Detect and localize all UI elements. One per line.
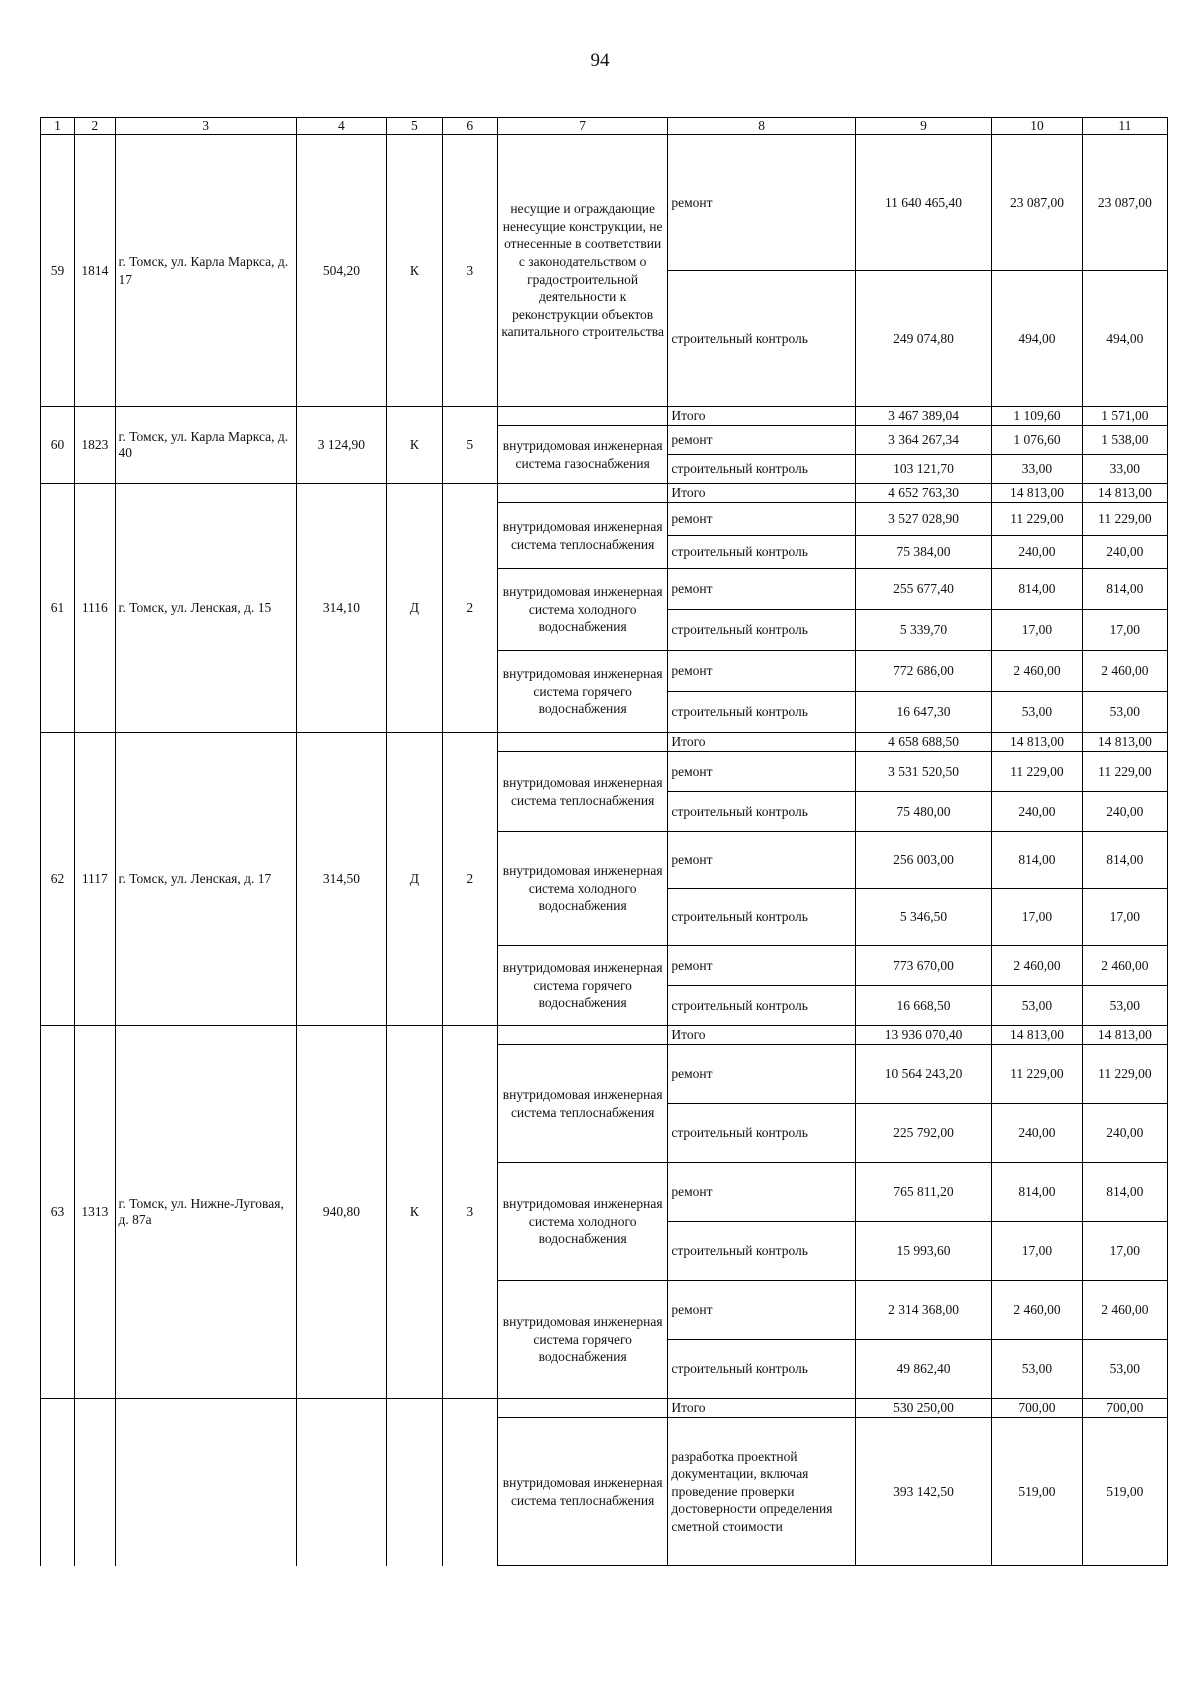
cost-limit: 17,00 bbox=[1082, 889, 1167, 946]
itogo-per-sqm: 14 813,00 bbox=[992, 1026, 1083, 1045]
house-area-empty bbox=[296, 1399, 387, 1566]
work-type: строительный контроль bbox=[668, 455, 855, 484]
work-type: строительный контроль bbox=[668, 1104, 855, 1163]
floor-count: 2 bbox=[442, 484, 497, 733]
system-name-empty bbox=[497, 484, 667, 503]
house-code: 1814 bbox=[75, 135, 115, 407]
cost-total: 393 142,50 bbox=[855, 1418, 991, 1566]
house-address: г. Томск, ул. Карла Маркса, д. 17 bbox=[115, 135, 296, 407]
itogo-label: Итого bbox=[668, 407, 855, 426]
cost-total: 16 668,50 bbox=[855, 986, 991, 1026]
cost-limit: 814,00 bbox=[1082, 1163, 1167, 1222]
work-type: ремонт bbox=[668, 1045, 855, 1104]
cost-total: 765 811,20 bbox=[855, 1163, 991, 1222]
cost-limit: 814,00 bbox=[1082, 569, 1167, 610]
wall-material: К bbox=[387, 135, 442, 407]
cost-limit: 814,00 bbox=[1082, 832, 1167, 889]
table-row bbox=[41, 733, 1168, 752]
cost-limit: 11 229,00 bbox=[1082, 503, 1167, 536]
wall-material: К bbox=[387, 1026, 442, 1399]
house-code: 1823 bbox=[75, 407, 115, 484]
work-type: ремонт bbox=[668, 832, 855, 889]
itogo-per-sqm: 14 813,00 bbox=[992, 484, 1083, 503]
cost-limit: 17,00 bbox=[1082, 1222, 1167, 1281]
cost-limit: 2 460,00 bbox=[1082, 651, 1167, 692]
cost-total: 15 993,60 bbox=[855, 1222, 991, 1281]
cost-total: 49 862,40 bbox=[855, 1340, 991, 1399]
wall-material: К bbox=[387, 407, 442, 484]
system-name: внутридомовая инженерная система горячего водоснабжения bbox=[497, 1281, 667, 1399]
work-type: ремонт bbox=[668, 426, 855, 455]
cost-per-sqm: 814,00 bbox=[992, 569, 1083, 610]
itogo-limit: 14 813,00 bbox=[1082, 484, 1167, 503]
cost-per-sqm: 814,00 bbox=[992, 1163, 1083, 1222]
capital-repair-table bbox=[40, 117, 1168, 1566]
itogo-total: 3 467 389,04 bbox=[855, 407, 991, 426]
column-header: 3 bbox=[115, 118, 296, 135]
system-name: внутридомовая инженерная система горячего водоснабжения bbox=[497, 946, 667, 1026]
column-header: 11 bbox=[1082, 118, 1167, 135]
row-number: 62 bbox=[41, 733, 75, 1026]
house-address: г. Томск, ул. Ленская, д. 15 bbox=[115, 484, 296, 733]
work-type: ремонт bbox=[668, 1281, 855, 1340]
itogo-label: Итого bbox=[668, 1399, 855, 1418]
work-type: ремонт bbox=[668, 1163, 855, 1222]
floor-count: 2 bbox=[442, 733, 497, 1026]
cost-total: 3 531 520,50 bbox=[855, 752, 991, 792]
system-name: внутридомовая инженерная система холодного водоснабжения bbox=[497, 1163, 667, 1281]
page-number: 94 bbox=[590, 50, 610, 71]
column-number-row bbox=[41, 118, 1168, 135]
cost-limit: 17,00 bbox=[1082, 610, 1167, 651]
work-type: строительный контроль bbox=[668, 792, 855, 832]
house-area: 504,20 bbox=[296, 135, 387, 407]
itogo-per-sqm: 1 109,60 bbox=[992, 407, 1083, 426]
system-name-empty bbox=[497, 1399, 667, 1418]
floor-count: 3 bbox=[442, 135, 497, 407]
cost-per-sqm: 240,00 bbox=[992, 536, 1083, 569]
cost-per-sqm: 1 076,60 bbox=[992, 426, 1083, 455]
system-name: несущие и ограждающие ненесущие конструкции, не отнесенные в соответствии с законодательством о градостроительной деятельности к реконструкции объектов капитального строительства bbox=[497, 135, 667, 407]
cost-limit: 1 538,00 bbox=[1082, 426, 1167, 455]
cost-total: 75 480,00 bbox=[855, 792, 991, 832]
cost-total: 255 677,40 bbox=[855, 569, 991, 610]
wall-material: Д bbox=[387, 733, 442, 1026]
work-type: строительный контроль bbox=[668, 1222, 855, 1281]
cost-per-sqm: 17,00 bbox=[992, 1222, 1083, 1281]
house-address: г. Томск, ул. Ленская, д. 17 bbox=[115, 733, 296, 1026]
work-type: разработка проектной документации, включая проведение проверки достоверности определения сметной стоимости bbox=[668, 1418, 855, 1566]
cost-total: 256 003,00 bbox=[855, 832, 991, 889]
house-code-empty bbox=[75, 1399, 115, 1566]
column-header: 5 bbox=[387, 118, 442, 135]
table-row bbox=[41, 484, 1168, 503]
work-type: строительный контроль bbox=[668, 1340, 855, 1399]
system-name: внутридомовая инженерная система теплоснабжения bbox=[497, 503, 667, 569]
house-code: 1313 bbox=[75, 1026, 115, 1399]
column-header: 2 bbox=[75, 118, 115, 135]
floor-count-empty bbox=[442, 1399, 497, 1566]
column-header: 4 bbox=[296, 118, 387, 135]
column-header: 10 bbox=[992, 118, 1083, 135]
cost-per-sqm: 17,00 bbox=[992, 610, 1083, 651]
table-row bbox=[41, 1399, 1168, 1418]
work-type: ремонт bbox=[668, 651, 855, 692]
system-name: внутридомовая инженерная система теплоснабжения bbox=[497, 1045, 667, 1163]
cost-limit: 519,00 bbox=[1082, 1418, 1167, 1566]
cost-per-sqm: 53,00 bbox=[992, 692, 1083, 733]
itogo-label: Итого bbox=[668, 484, 855, 503]
cost-total: 773 670,00 bbox=[855, 946, 991, 986]
house-address: г. Томск, ул. Нижне-Луговая, д. 87а bbox=[115, 1026, 296, 1399]
column-header: 9 bbox=[855, 118, 991, 135]
system-name-empty bbox=[497, 1026, 667, 1045]
system-name: внутридомовая инженерная система теплоснабжения bbox=[497, 752, 667, 832]
itogo-label: Итого bbox=[668, 733, 855, 752]
column-header: 8 bbox=[668, 118, 855, 135]
itogo-limit: 1 571,00 bbox=[1082, 407, 1167, 426]
work-type: ремонт bbox=[668, 503, 855, 536]
house-area: 940,80 bbox=[296, 1026, 387, 1399]
itogo-limit: 700,00 bbox=[1082, 1399, 1167, 1418]
cost-total: 2 314 368,00 bbox=[855, 1281, 991, 1340]
house-address: г. Томск, ул. Карла Маркса, д. 40 bbox=[115, 407, 296, 484]
cost-limit: 53,00 bbox=[1082, 986, 1167, 1026]
itogo-total: 4 652 763,30 bbox=[855, 484, 991, 503]
work-type: ремонт bbox=[668, 135, 855, 271]
row-number: 61 bbox=[41, 484, 75, 733]
cost-limit: 53,00 bbox=[1082, 692, 1167, 733]
cost-limit: 11 229,00 bbox=[1082, 1045, 1167, 1104]
cost-limit: 11 229,00 bbox=[1082, 752, 1167, 792]
cost-per-sqm: 2 460,00 bbox=[992, 651, 1083, 692]
cost-per-sqm: 519,00 bbox=[992, 1418, 1083, 1566]
cost-per-sqm: 53,00 bbox=[992, 986, 1083, 1026]
row-number: 59 bbox=[41, 135, 75, 407]
cost-limit: 2 460,00 bbox=[1082, 1281, 1167, 1340]
house-area: 3 124,90 bbox=[296, 407, 387, 484]
itogo-per-sqm: 14 813,00 bbox=[992, 733, 1083, 752]
row-number-empty bbox=[41, 1399, 75, 1566]
cost-per-sqm: 11 229,00 bbox=[992, 752, 1083, 792]
cost-per-sqm: 11 229,00 bbox=[992, 1045, 1083, 1104]
cost-total: 5 346,50 bbox=[855, 889, 991, 946]
work-type: ремонт bbox=[668, 946, 855, 986]
cost-total: 3 527 028,90 bbox=[855, 503, 991, 536]
work-type: ремонт bbox=[668, 569, 855, 610]
house-code: 1117 bbox=[75, 733, 115, 1026]
work-type: строительный контроль bbox=[668, 536, 855, 569]
column-header: 6 bbox=[442, 118, 497, 135]
work-type: строительный контроль bbox=[668, 610, 855, 651]
house-code: 1116 bbox=[75, 484, 115, 733]
work-type: строительный контроль bbox=[668, 271, 855, 407]
table-row bbox=[41, 135, 1168, 271]
cost-total: 5 339,70 bbox=[855, 610, 991, 651]
cost-per-sqm: 23 087,00 bbox=[992, 135, 1083, 271]
cost-limit: 240,00 bbox=[1082, 1104, 1167, 1163]
cost-total: 16 647,30 bbox=[855, 692, 991, 733]
row-number: 60 bbox=[41, 407, 75, 484]
column-header: 7 bbox=[497, 118, 667, 135]
itogo-label: Итого bbox=[668, 1026, 855, 1045]
cost-limit: 240,00 bbox=[1082, 536, 1167, 569]
house-area: 314,50 bbox=[296, 733, 387, 1026]
row-number: 63 bbox=[41, 1026, 75, 1399]
system-name-empty bbox=[497, 733, 667, 752]
system-name: внутридомовая инженерная система газоснабжения bbox=[497, 426, 667, 484]
cost-limit: 23 087,00 bbox=[1082, 135, 1167, 271]
cost-per-sqm: 240,00 bbox=[992, 792, 1083, 832]
cost-total: 11 640 465,40 bbox=[855, 135, 991, 271]
house-address-empty bbox=[115, 1399, 296, 1566]
cost-limit: 494,00 bbox=[1082, 271, 1167, 407]
cost-per-sqm: 2 460,00 bbox=[992, 1281, 1083, 1340]
itogo-limit: 14 813,00 bbox=[1082, 733, 1167, 752]
cost-limit: 240,00 bbox=[1082, 792, 1167, 832]
column-header: 1 bbox=[41, 118, 75, 135]
system-name: внутридомовая инженерная система теплоснабжения bbox=[497, 1418, 667, 1566]
cost-total: 75 384,00 bbox=[855, 536, 991, 569]
system-name: внутридомовая инженерная система холодного водоснабжения bbox=[497, 832, 667, 946]
wall-material: Д bbox=[387, 484, 442, 733]
table-row bbox=[41, 407, 1168, 426]
cost-per-sqm: 17,00 bbox=[992, 889, 1083, 946]
cost-total: 3 364 267,34 bbox=[855, 426, 991, 455]
work-type: ремонт bbox=[668, 752, 855, 792]
cost-per-sqm: 240,00 bbox=[992, 1104, 1083, 1163]
cost-per-sqm: 494,00 bbox=[992, 271, 1083, 407]
work-type: строительный контроль bbox=[668, 986, 855, 1026]
cost-total: 249 074,80 bbox=[855, 271, 991, 407]
cost-limit: 53,00 bbox=[1082, 1340, 1167, 1399]
cost-total: 103 121,70 bbox=[855, 455, 991, 484]
work-type: строительный контроль bbox=[668, 889, 855, 946]
cost-per-sqm: 33,00 bbox=[992, 455, 1083, 484]
itogo-total: 530 250,00 bbox=[855, 1399, 991, 1418]
cost-per-sqm: 53,00 bbox=[992, 1340, 1083, 1399]
itogo-total: 4 658 688,50 bbox=[855, 733, 991, 752]
floor-count: 5 bbox=[442, 407, 497, 484]
cost-per-sqm: 814,00 bbox=[992, 832, 1083, 889]
cost-total: 10 564 243,20 bbox=[855, 1045, 991, 1104]
cost-limit: 33,00 bbox=[1082, 455, 1167, 484]
wall-material-empty bbox=[387, 1399, 442, 1566]
cost-per-sqm: 2 460,00 bbox=[992, 946, 1083, 986]
cost-limit: 2 460,00 bbox=[1082, 946, 1167, 986]
system-name: внутридомовая инженерная система холодного водоснабжения bbox=[497, 569, 667, 651]
itogo-total: 13 936 070,40 bbox=[855, 1026, 991, 1045]
work-type: строительный контроль bbox=[668, 692, 855, 733]
house-area: 314,10 bbox=[296, 484, 387, 733]
cost-total: 772 686,00 bbox=[855, 651, 991, 692]
cost-per-sqm: 11 229,00 bbox=[992, 503, 1083, 536]
system-name: внутридомовая инженерная система горячего водоснабжения bbox=[497, 651, 667, 733]
table-row bbox=[41, 1026, 1168, 1045]
itogo-per-sqm: 700,00 bbox=[992, 1399, 1083, 1418]
system-name-empty bbox=[497, 407, 667, 426]
floor-count: 3 bbox=[442, 1026, 497, 1399]
cost-total: 225 792,00 bbox=[855, 1104, 991, 1163]
itogo-limit: 14 813,00 bbox=[1082, 1026, 1167, 1045]
